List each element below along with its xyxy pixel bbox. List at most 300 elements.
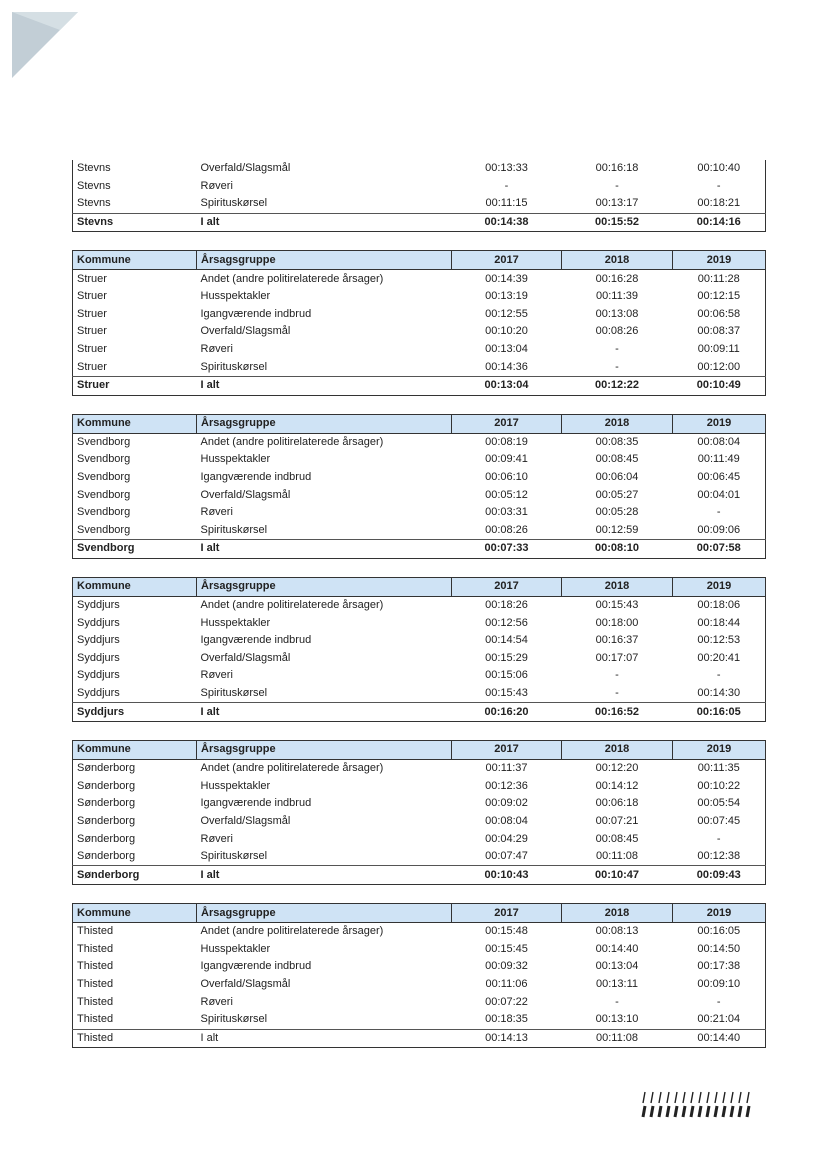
header-kommune: Kommune: [73, 740, 197, 759]
cell-2017: 00:14:13: [452, 1029, 562, 1048]
cell-aarsagsgruppe: Igangværende indbrud: [200, 634, 312, 647]
cell-2017: 00:09:02: [485, 797, 528, 810]
cell-2018: 00:06:04: [595, 471, 639, 484]
cell-kommune: Struer: [77, 360, 107, 373]
cell-2019: 00:06:45: [697, 471, 741, 484]
cell-2017: 00:07:47: [485, 850, 528, 863]
cell-2019: -: [716, 995, 721, 1008]
header-year-2018: 2018: [562, 904, 673, 923]
cell-kommune: Struer: [77, 343, 107, 356]
cell-2017: 00:11:06: [485, 978, 528, 991]
barcode-mark: [651, 1092, 653, 1103]
header-year-2019: 2019: [673, 414, 766, 433]
cell-aarsagsgruppe: Andet (andre politirelaterede årsager): [200, 925, 384, 938]
table-header-row: [73, 740, 766, 759]
barcode-mark: [731, 1106, 733, 1117]
cell-2017: 00:06:10: [485, 471, 528, 484]
table-row: [73, 469, 766, 487]
cell-kommune: Svendborg: [77, 506, 131, 519]
cell-2017: 00:03:31: [485, 506, 528, 519]
cell-2018: -: [615, 686, 619, 699]
cell-2018: 00:12:20: [595, 762, 639, 775]
cell-aarsagsgruppe: Andet (andre politirelaterede årsager): [200, 598, 384, 611]
cell-2017: 00:14:36: [485, 360, 528, 373]
table-row: [73, 358, 766, 376]
cell-2018: 00:05:28: [595, 506, 639, 519]
barcode-mark: [723, 1106, 725, 1117]
header-year-2017: 2017: [452, 740, 562, 759]
cell-kommune: Svendborg: [77, 435, 131, 448]
response-time-tables: [72, 160, 765, 1048]
barcode-mark: [739, 1092, 741, 1103]
cell-aarsagsgruppe: Igangværende indbrud: [200, 307, 312, 320]
cell-2018: -: [615, 995, 619, 1008]
cell-aarsagsgruppe: I alt: [197, 703, 452, 722]
cell-aarsagsgruppe: Overfald/Slagsmål: [200, 162, 291, 175]
kommune-table: [72, 903, 766, 1048]
header-aarsagsgruppe: Årsagsgruppe: [197, 251, 452, 270]
barcode-mark: [683, 1106, 685, 1117]
cell-2019: 00:14:16: [673, 213, 766, 232]
table-row: [73, 270, 766, 288]
table-row: [73, 777, 766, 795]
cell-aarsagsgruppe: Spirituskørsel: [200, 197, 268, 210]
cell-kommune: Svendborg: [77, 523, 131, 536]
cell-2018: 00:11:39: [595, 290, 638, 303]
cell-aarsagsgruppe: Overfald/Slagsmål: [200, 651, 291, 664]
barcode-mark: [707, 1106, 709, 1117]
cell-aarsagsgruppe: Spirituskørsel: [200, 360, 268, 373]
barcode-mark: [643, 1092, 645, 1103]
cell-2019: 00:09:06: [697, 523, 741, 536]
table-row: [73, 976, 766, 994]
barcode-mark: [715, 1092, 717, 1103]
cell-2019: 00:08:04: [697, 435, 741, 448]
cell-kommune: Sønderborg: [77, 814, 136, 827]
header-year-2019: 2019: [673, 904, 766, 923]
cell-2019: 00:11:35: [697, 762, 740, 775]
cell-aarsagsgruppe: Andet (andre politirelaterede årsager): [200, 762, 384, 775]
cell-kommune: Struer: [77, 290, 107, 303]
kommune-table: [72, 740, 766, 885]
cell-aarsagsgruppe: Overfald/Slagsmål: [200, 814, 291, 827]
cell-2017: 00:09:32: [485, 960, 528, 973]
barcode-mark: [723, 1092, 725, 1103]
cell-kommune: Syddjurs: [77, 669, 120, 682]
cell-2017: 00:15:48: [485, 925, 528, 938]
cell-2019: 00:12:38: [697, 850, 741, 863]
header-year-2018: 2018: [562, 414, 673, 433]
cell-2019: -: [716, 179, 721, 192]
cell-2018: 00:13:04: [595, 960, 639, 973]
cell-aarsagsgruppe: Røveri: [200, 179, 233, 192]
cell-2017: 00:13:04: [452, 376, 562, 395]
barcode-mark: [707, 1092, 709, 1103]
cell-2019: 00:12:00: [697, 360, 741, 373]
cell-2018: 00:12:22: [562, 376, 673, 395]
cell-aarsagsgruppe: Andet (andre politirelaterede årsager): [200, 272, 384, 285]
table-row: [73, 323, 766, 341]
cell-aarsagsgruppe: I alt: [197, 540, 452, 559]
header-year-2017: 2017: [452, 577, 562, 596]
cell-aarsagsgruppe: Overfald/Slagsmål: [200, 978, 291, 991]
cell-2019: -: [716, 832, 721, 845]
cell-2019: 00:11:49: [697, 453, 740, 466]
cell-2018: -: [615, 669, 619, 682]
header-year-2017: 2017: [452, 251, 562, 270]
barcode-mark: [651, 1106, 653, 1117]
table-total-row: [73, 213, 766, 232]
cell-2018: 00:08:10: [562, 540, 673, 559]
table-header-row: [73, 251, 766, 270]
cell-2018: 00:11:08: [562, 1029, 673, 1048]
cell-kommune: Syddjurs: [77, 598, 120, 611]
header-kommune: Kommune: [73, 904, 197, 923]
cell-aarsagsgruppe: I alt: [197, 376, 452, 395]
cell-2018: 00:13:17: [595, 197, 639, 210]
table-row: [73, 685, 766, 703]
table-row: [73, 614, 766, 632]
cell-2017: 00:14:39: [485, 272, 528, 285]
cell-aarsagsgruppe: Røveri: [200, 832, 233, 845]
table-row: [73, 795, 766, 813]
cell-2017: 00:11:15: [485, 197, 528, 210]
table-header-row: [73, 904, 766, 923]
table-row: [73, 486, 766, 504]
cell-kommune: Svendborg: [73, 540, 197, 559]
cell-2019: 00:18:06: [697, 598, 741, 611]
header-year-2018: 2018: [562, 577, 673, 596]
cell-kommune: Syddjurs: [77, 686, 120, 699]
cell-kommune: Stevns: [77, 197, 111, 210]
barcode-mark: [659, 1106, 661, 1117]
page-corner-fold: [0, 0, 90, 90]
cell-2017: 00:12:36: [485, 779, 528, 792]
cell-2019: 00:10:49: [673, 376, 766, 395]
cell-2017: 00:15:43: [485, 686, 528, 699]
barcode-mark: [715, 1106, 717, 1117]
cell-2017: 00:18:35: [485, 1013, 528, 1026]
barcode-mark: [667, 1106, 669, 1117]
cell-2017: 00:12:56: [485, 616, 528, 629]
barcode-mark: [747, 1106, 749, 1117]
cell-2019: 00:11:28: [697, 272, 740, 285]
table-row: [73, 848, 766, 866]
cell-2018: 00:08:45: [595, 832, 639, 845]
cell-aarsagsgruppe: Andet (andre politirelaterede årsager): [200, 435, 384, 448]
table-row: [73, 433, 766, 451]
cell-2019: 00:07:45: [697, 814, 741, 827]
cell-2018: 00:18:00: [595, 616, 639, 629]
table-row: [73, 923, 766, 941]
cell-2019: 00:18:44: [697, 616, 741, 629]
barcode-mark: [731, 1092, 733, 1103]
cell-2019: 00:10:40: [697, 162, 741, 175]
table-header-row: [73, 577, 766, 596]
table-row: [73, 632, 766, 650]
cell-2018: 00:08:35: [595, 435, 639, 448]
cell-aarsagsgruppe: Igangværende indbrud: [200, 960, 312, 973]
cell-aarsagsgruppe: Husspektakler: [200, 453, 271, 466]
cell-2018: 00:08:45: [595, 453, 639, 466]
barcode-mark: [683, 1092, 685, 1103]
cell-kommune: Struer: [77, 272, 107, 285]
table-row: [73, 596, 766, 614]
cell-kommune: Thisted: [77, 960, 114, 973]
cell-2017: 00:11:37: [485, 762, 528, 775]
cell-2018: -: [615, 343, 619, 356]
cell-kommune: Svendborg: [77, 471, 131, 484]
table-total-row: [73, 703, 766, 722]
table-row: [73, 993, 766, 1011]
table-header-row: [73, 414, 766, 433]
cell-2018: 00:13:08: [595, 307, 639, 320]
table-row: [73, 830, 766, 848]
cell-kommune: Syddjurs: [73, 703, 197, 722]
header-aarsagsgruppe: Årsagsgruppe: [197, 414, 452, 433]
cell-2019: 00:16:05: [673, 703, 766, 722]
cell-2017: 00:15:29: [485, 651, 528, 664]
cell-aarsagsgruppe: Overfald/Slagsmål: [200, 488, 291, 501]
cell-2019: 00:08:37: [697, 325, 741, 338]
header-aarsagsgruppe: Årsagsgruppe: [197, 740, 452, 759]
barcode-mark: [747, 1092, 749, 1103]
cell-2018: 00:13:11: [595, 978, 638, 991]
cell-2019: 00:07:58: [673, 540, 766, 559]
cell-kommune: Syddjurs: [77, 651, 120, 664]
kommune-table: [72, 414, 766, 559]
table-row: [73, 813, 766, 831]
kommune-table: [72, 577, 766, 722]
table-row: [73, 759, 766, 777]
cell-aarsagsgruppe: I alt: [197, 866, 452, 885]
cell-2019: 00:18:21: [697, 197, 741, 210]
cell-2018: 00:11:08: [595, 850, 638, 863]
table-row: [73, 649, 766, 667]
cell-2019: 00:06:58: [697, 307, 741, 320]
cell-2019: 00:20:41: [697, 651, 741, 664]
cell-kommune: Sønderborg: [77, 779, 136, 792]
cell-2018: 00:17:07: [595, 651, 639, 664]
cell-kommune: Sønderborg: [77, 832, 136, 845]
cell-kommune: Syddjurs: [77, 634, 120, 647]
cell-2017: 00:13:19: [485, 290, 528, 303]
table-row: [73, 504, 766, 522]
cell-kommune: Thisted: [73, 1029, 197, 1048]
cell-2017: 00:14:54: [485, 634, 528, 647]
cell-kommune: Thisted: [77, 942, 114, 955]
cell-kommune: Thisted: [77, 995, 114, 1008]
header-year-2019: 2019: [673, 251, 766, 270]
barcode-marks: [640, 1090, 756, 1120]
table-row: [73, 178, 766, 196]
cell-kommune: Svendborg: [77, 453, 131, 466]
table-row: [73, 522, 766, 540]
cell-aarsagsgruppe: Røveri: [200, 343, 233, 356]
cell-2017: 00:14:38: [452, 213, 562, 232]
barcode-mark: [739, 1106, 741, 1117]
cell-aarsagsgruppe: Spirituskørsel: [200, 1013, 268, 1026]
cell-kommune: Sønderborg: [77, 850, 136, 863]
cell-aarsagsgruppe: Overfald/Slagsmål: [200, 325, 291, 338]
cell-2019: -: [716, 506, 721, 519]
barcode-mark: [691, 1092, 693, 1103]
table-row: [73, 958, 766, 976]
cell-aarsagsgruppe: Husspektakler: [200, 942, 271, 955]
cell-2019: 00:16:05: [697, 925, 741, 938]
cell-2018: 00:05:27: [595, 488, 639, 501]
header-aarsagsgruppe: Årsagsgruppe: [197, 577, 452, 596]
cell-kommune: Thisted: [77, 925, 114, 938]
cell-2019: -: [716, 669, 721, 682]
cell-2017: 00:08:19: [485, 435, 528, 448]
cell-2017: 00:08:26: [485, 523, 528, 536]
cell-2017: 00:04:29: [485, 832, 528, 845]
cell-2018: 00:16:37: [595, 634, 639, 647]
cell-aarsagsgruppe: Husspektakler: [200, 290, 271, 303]
cell-kommune: Stevns: [73, 213, 197, 232]
cell-2018: 00:07:21: [595, 814, 639, 827]
cell-kommune: Sønderborg: [77, 797, 136, 810]
cell-2017: 00:08:04: [485, 814, 528, 827]
cell-2018: 00:13:10: [595, 1013, 639, 1026]
table-row: [73, 160, 766, 178]
cell-aarsagsgruppe: I alt: [197, 1029, 452, 1048]
table-total-row: [73, 540, 766, 559]
cell-2019: 00:12:53: [697, 634, 741, 647]
cell-2018: 00:12:59: [595, 523, 639, 536]
cell-aarsagsgruppe: Spirituskørsel: [200, 523, 268, 536]
cell-2018: 00:16:18: [595, 162, 639, 175]
cell-aarsagsgruppe: Igangværende indbrud: [200, 797, 312, 810]
cell-2017: 00:10:20: [485, 325, 528, 338]
cell-2018: 00:14:40: [595, 942, 639, 955]
cell-2017: 00:13:33: [485, 162, 528, 175]
cell-kommune: Syddjurs: [77, 616, 120, 629]
header-year-2018: 2018: [562, 740, 673, 759]
cell-2018: -: [615, 179, 619, 192]
barcode-mark: [643, 1106, 645, 1117]
cell-2017: 00:18:26: [485, 598, 528, 611]
barcode-mark: [675, 1092, 677, 1103]
cell-2019: 00:04:01: [697, 488, 741, 501]
cell-aarsagsgruppe: Igangværende indbrud: [200, 471, 312, 484]
cell-2017: 00:12:55: [485, 307, 528, 320]
kommune-table: [72, 160, 766, 232]
barcode-mark: [699, 1092, 701, 1103]
cell-2017: 00:13:04: [485, 343, 528, 356]
cell-2018: 00:08:26: [595, 325, 639, 338]
table-total-row: [73, 866, 766, 885]
cell-2017: 00:09:41: [485, 453, 528, 466]
cell-2017: 00:16:20: [452, 703, 562, 722]
barcode-mark: [691, 1106, 693, 1117]
cell-2018: 00:14:12: [595, 779, 639, 792]
cell-2018: -: [615, 360, 619, 373]
table-row: [73, 306, 766, 324]
cell-2019: 00:14:30: [697, 686, 741, 699]
table-total-row: [73, 376, 766, 395]
cell-2018: 00:16:52: [562, 703, 673, 722]
cell-2019: 00:21:04: [697, 1013, 741, 1026]
table-row: [73, 288, 766, 306]
cell-2017: 00:05:12: [485, 488, 528, 501]
cell-aarsagsgruppe: Spirituskørsel: [200, 686, 268, 699]
cell-aarsagsgruppe: Spirituskørsel: [200, 850, 268, 863]
cell-2019: 00:05:54: [697, 797, 741, 810]
cell-aarsagsgruppe: Røveri: [200, 995, 233, 1008]
header-year-2019: 2019: [673, 740, 766, 759]
cell-2019: 00:09:10: [697, 978, 741, 991]
cell-2017: 00:15:06: [485, 669, 528, 682]
barcode-mark: [667, 1092, 669, 1103]
cell-2018: 00:06:18: [595, 797, 639, 810]
cell-2019: 00:10:22: [697, 779, 741, 792]
cell-kommune: Struer: [73, 376, 197, 395]
cell-2019: 00:17:38: [697, 960, 741, 973]
cell-2017: -: [504, 179, 509, 192]
barcode-mark: [659, 1092, 661, 1103]
table-row: [73, 941, 766, 959]
header-year-2018: 2018: [562, 251, 673, 270]
cell-2019: 00:12:15: [697, 290, 741, 303]
cell-kommune: Svendborg: [77, 488, 131, 501]
kommune-table: [72, 250, 766, 395]
cell-aarsagsgruppe: I alt: [197, 213, 452, 232]
barcode-mark: [699, 1106, 701, 1117]
header-kommune: Kommune: [73, 251, 197, 270]
header-kommune: Kommune: [73, 577, 197, 596]
cell-2019: 00:14:50: [697, 942, 741, 955]
table-row: [73, 1011, 766, 1029]
cell-2017: 00:07:33: [452, 540, 562, 559]
cell-2019: 00:09:43: [673, 866, 766, 885]
table-row: [73, 451, 766, 469]
cell-kommune: Thisted: [77, 978, 114, 991]
cell-aarsagsgruppe: Husspektakler: [200, 779, 271, 792]
barcode-mark: [675, 1106, 677, 1117]
cell-2019: 00:09:11: [697, 343, 740, 356]
table-total-row: [73, 1029, 766, 1048]
header-year-2017: 2017: [452, 904, 562, 923]
cell-aarsagsgruppe: Røveri: [200, 506, 233, 519]
table-row: [73, 341, 766, 359]
cell-2017: 00:15:45: [485, 942, 528, 955]
cell-kommune: Thisted: [77, 1013, 114, 1026]
cell-2018: 00:16:28: [595, 272, 639, 285]
cell-2018: 00:15:43: [595, 598, 639, 611]
cell-2017: 00:07:22: [485, 995, 528, 1008]
header-kommune: Kommune: [73, 414, 197, 433]
header-aarsagsgruppe: Årsagsgruppe: [197, 904, 452, 923]
cell-kommune: Sønderborg: [73, 866, 197, 885]
cell-kommune: Sønderborg: [77, 762, 136, 775]
cell-2018: 00:15:52: [562, 213, 673, 232]
table-row: [73, 195, 766, 213]
cell-kommune: Stevns: [77, 179, 111, 192]
cell-kommune: Stevns: [77, 162, 111, 175]
cell-aarsagsgruppe: Røveri: [200, 669, 233, 682]
cell-aarsagsgruppe: Husspektakler: [200, 616, 271, 629]
cell-kommune: Struer: [77, 325, 107, 338]
cell-2018: 00:10:47: [562, 866, 673, 885]
cell-2017: 00:10:43: [452, 866, 562, 885]
cell-kommune: Struer: [77, 307, 107, 320]
header-year-2019: 2019: [673, 577, 766, 596]
header-year-2017: 2017: [452, 414, 562, 433]
cell-2019: 00:14:40: [673, 1029, 766, 1048]
table-row: [73, 667, 766, 685]
